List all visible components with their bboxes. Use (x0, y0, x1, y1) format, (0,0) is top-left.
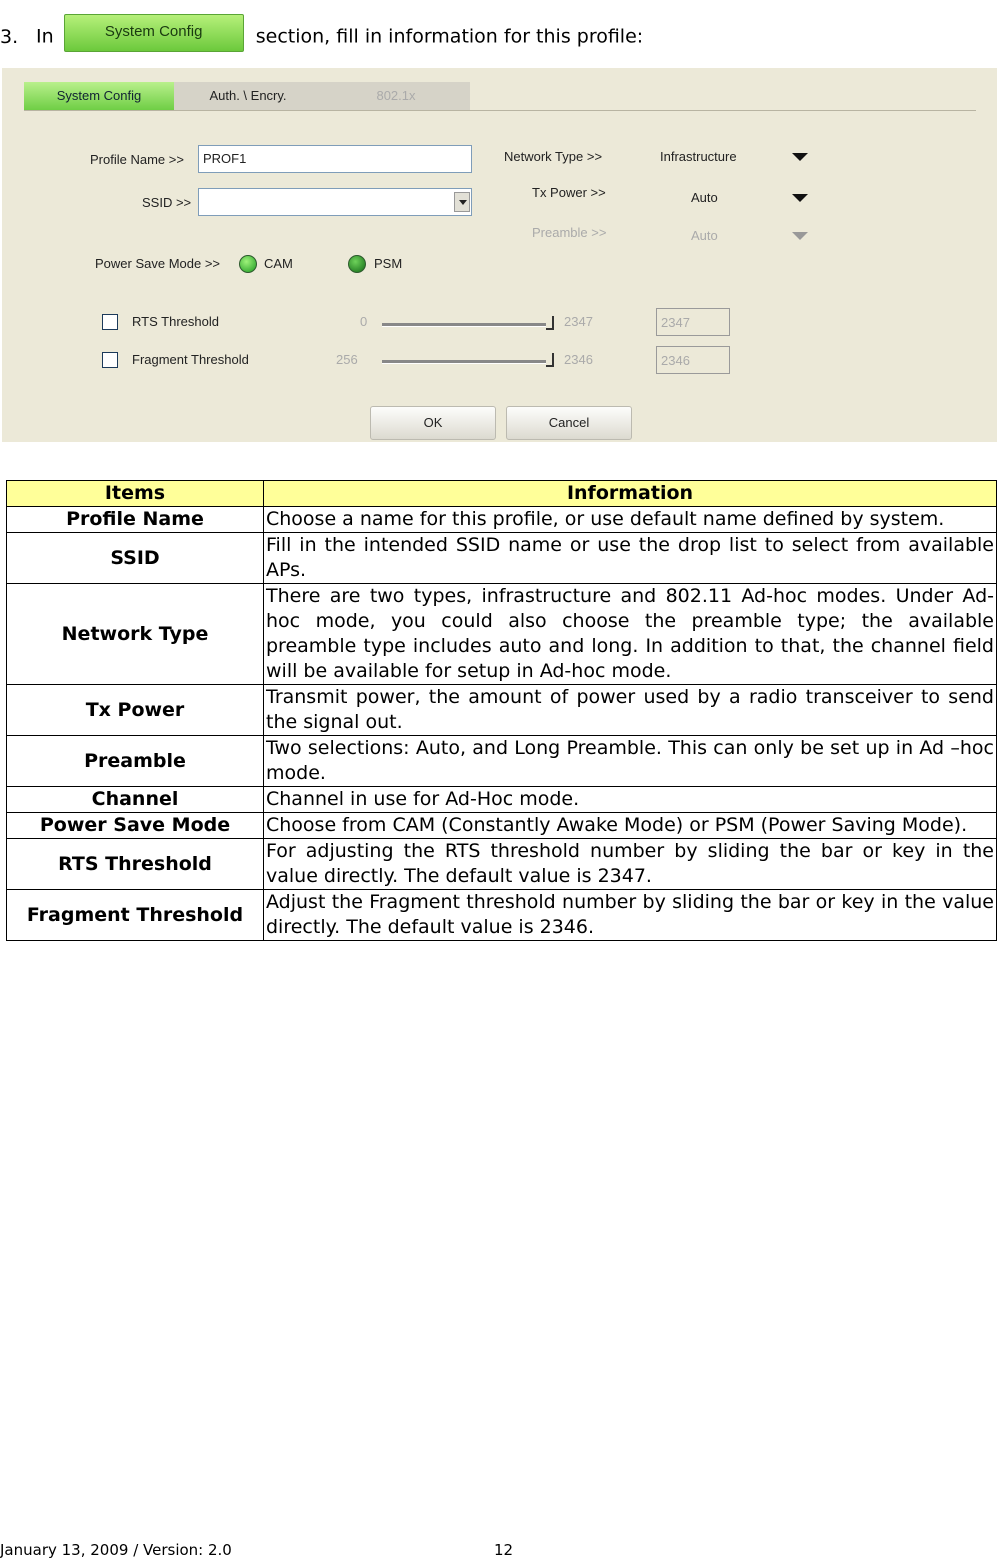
row-info: Transmit power, the amount of power used by a radio transceiver to send the signal out. (264, 685, 997, 736)
column-header-information: Information (264, 481, 997, 507)
psm-label: PSM (374, 256, 403, 271)
rts-threshold-label: RTS Threshold (132, 314, 219, 329)
fragment-slider-track[interactable] (382, 360, 546, 364)
tx-power-select[interactable]: Auto (691, 190, 718, 205)
row-item: Preamble (7, 736, 264, 787)
fragment-max-value: 2346 (564, 352, 593, 367)
fragment-threshold-checkbox[interactable] (102, 352, 118, 368)
rts-value-input[interactable]: 2347 (656, 308, 730, 336)
row-item: Fragment Threshold (7, 890, 264, 941)
row-info: For adjusting the RTS threshold number by sliding the bar or key in the value directly. The default value is 2347. (264, 839, 997, 890)
step-prefix: In (36, 25, 54, 48)
rts-min-value: 0 (360, 314, 368, 329)
cam-radio[interactable] (239, 255, 257, 273)
table-row (7, 890, 997, 941)
rts-max-value: 2347 (564, 314, 593, 329)
column-header-items: Items (7, 481, 264, 507)
fragment-min-value: 256 (336, 352, 358, 367)
row-info: Two selections: Auto, and Long Preamble. This can only be set up in Ad –hoc mode. (264, 736, 997, 787)
rts-slider-thumb[interactable] (546, 316, 554, 330)
ssid-label: SSID >> (142, 195, 192, 210)
preamble-select: Auto (691, 228, 718, 243)
ssid-select[interactable] (198, 188, 472, 216)
profile-name-label: Profile Name >> (90, 152, 184, 167)
power-save-mode-label: Power Save Mode >> (95, 256, 221, 271)
preamble-label: Preamble >> (532, 225, 607, 240)
information-table (6, 480, 997, 941)
table-header-row (7, 481, 997, 507)
table-row (7, 813, 997, 839)
tx-power-dropdown-icon[interactable] (792, 194, 808, 202)
cancel-button[interactable]: Cancel (506, 406, 632, 440)
tab-system-config[interactable]: System Config (24, 82, 174, 110)
row-info: Fill in the intended SSID name or use the drop list to select from available APs. (264, 533, 997, 584)
step-instruction (0, 18, 643, 56)
row-item: Network Type (7, 584, 264, 685)
profile-name-input[interactable]: PROF1 (198, 145, 472, 173)
chevron-down-icon[interactable] (454, 192, 470, 212)
table-row (7, 507, 997, 533)
network-type-select[interactable]: Infrastructure (660, 149, 737, 164)
tab-8021x[interactable]: 802.1x (376, 88, 416, 103)
row-item: Power Save Mode (7, 813, 264, 839)
row-item: SSID (7, 533, 264, 584)
row-info: Choose from CAM (Constantly Awake Mode) or PSM (Power Saving Mode). (264, 813, 997, 839)
tab-divider (24, 110, 976, 111)
network-type-label: Network Type >> (504, 149, 603, 164)
footer-date-version: January 13, 2009 / Version: 2.0 (0, 1541, 232, 1559)
system-config-dialog (2, 68, 997, 442)
row-item: RTS Threshold (7, 839, 264, 890)
step-number: 3. (0, 25, 19, 48)
table-row (7, 736, 997, 787)
system-config-inline-button: System Config (64, 14, 244, 52)
tab-auth-encry[interactable]: Auth. \ Encry. (209, 88, 287, 103)
preamble-dropdown-icon (792, 232, 808, 240)
ok-button[interactable]: OK (370, 406, 496, 440)
row-info: Choose a name for this profile, or use default name defined by system. (264, 507, 997, 533)
row-info: Channel in use for Ad-Hoc mode. (264, 787, 997, 813)
tx-power-label: Tx Power >> (532, 185, 606, 200)
row-info: There are two types, infrastructure and 802.11 Ad-hoc modes. Under Ad-hoc mode, you could also choose the preamble type; the available preamble type includes auto and long. In addition to that, the channel field will be available for setup in Ad-hoc mode. (264, 584, 997, 685)
table-row (7, 584, 997, 685)
table-row (7, 787, 997, 813)
fragment-threshold-label: Fragment Threshold (132, 352, 249, 367)
table-row (7, 839, 997, 890)
footer-page-number: 12 (494, 1541, 514, 1559)
step-suffix: section, fill in information for this profile: (255, 25, 644, 48)
psm-radio[interactable] (348, 255, 366, 273)
row-item: Profile Name (7, 507, 264, 533)
table-row (7, 533, 997, 584)
row-info: Adjust the Fragment threshold number by sliding the bar or key in the value directly. The default value is 2346. (264, 890, 997, 941)
rts-slider-track[interactable] (382, 323, 546, 327)
row-item: Tx Power (7, 685, 264, 736)
table-row (7, 685, 997, 736)
rts-threshold-checkbox[interactable] (102, 314, 118, 330)
fragment-slider-thumb[interactable] (546, 353, 554, 367)
page-footer (0, 1541, 514, 1559)
row-item: Channel (7, 787, 264, 813)
fragment-value-input[interactable]: 2346 (656, 346, 730, 374)
cam-label: CAM (264, 256, 293, 271)
network-type-dropdown-icon[interactable] (792, 153, 808, 161)
